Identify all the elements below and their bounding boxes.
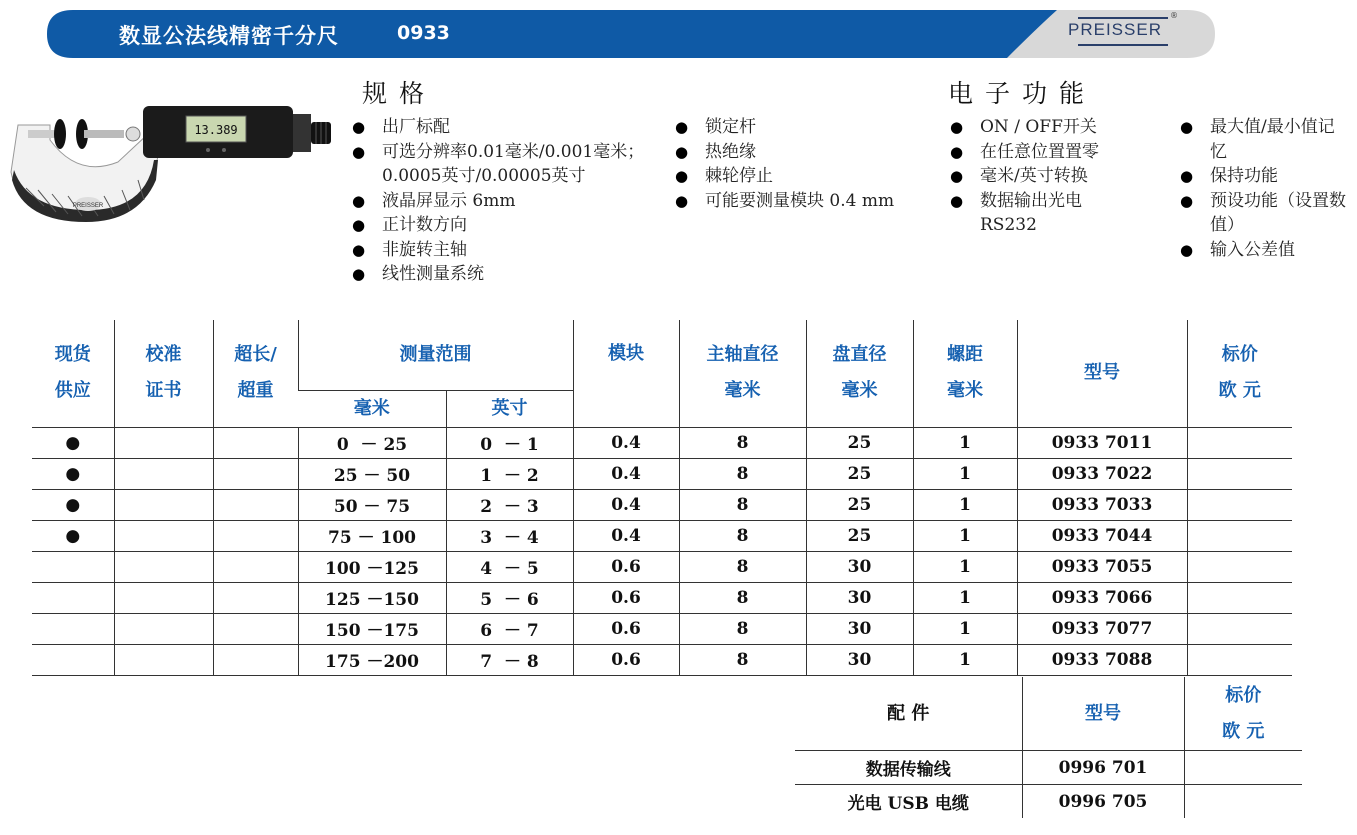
list-item: ● 在任意位置置零: [950, 140, 1160, 165]
cell-stock: ●: [32, 458, 114, 489]
cell-spindle: 8: [679, 551, 806, 582]
cell-spindle: 8: [679, 613, 806, 644]
cell-module: 0.4: [573, 458, 679, 489]
cell-price: [1187, 458, 1292, 489]
cell-mm: 50 － 75: [298, 489, 446, 520]
cell-calib: [114, 458, 213, 489]
cell-price: [1187, 644, 1292, 675]
specs-list-2: [675, 115, 925, 213]
cell-mm: 150 －175: [298, 613, 446, 644]
list-item: ● 可能要测量模块 0.4 mm: [675, 189, 925, 214]
cell-over: [213, 582, 298, 613]
cell-mm: 100 －125: [298, 551, 446, 582]
cell-module: 0.4: [573, 489, 679, 520]
header-oversize: 超长/ 超重: [213, 320, 298, 427]
cell-mm: 125 －150: [298, 582, 446, 613]
header-module: 模块: [573, 320, 679, 427]
cell-inch: 2 － 3: [446, 489, 573, 520]
cell-model: 0933 7088: [1017, 644, 1187, 675]
cell-model: 0933 7011: [1017, 427, 1187, 458]
table-row: [32, 427, 1292, 458]
list-item: ● 线性测量系统: [352, 262, 657, 287]
cell-price: [1187, 520, 1292, 551]
specs-list-1: [352, 115, 657, 287]
header-pitch: 螺距 毫米: [913, 320, 1017, 427]
header-inch: 英寸: [446, 390, 573, 427]
cell-model: 0933 7055: [1017, 551, 1187, 582]
table-row: [795, 751, 1302, 785]
list-item: ● 最大值/最小值记忆: [1180, 115, 1350, 164]
cell-over: [213, 613, 298, 644]
cell-disc: 30: [806, 644, 913, 675]
header-spindle: 主轴直径 毫米: [679, 320, 806, 427]
cell-calib: [114, 644, 213, 675]
functions-list-2: [1180, 115, 1355, 262]
cell-calib: [114, 427, 213, 458]
cell-disc: 25: [806, 458, 913, 489]
cell-spindle: 8: [679, 427, 806, 458]
cell-module: 0.6: [573, 644, 679, 675]
list-item: ● 输入公差值: [1180, 238, 1355, 263]
cell-pitch: 1: [913, 613, 1017, 644]
page-title: 数显公法线精密千分尺: [119, 24, 339, 48]
cell-price: [1187, 582, 1292, 613]
acc-header-price: 标价 欧 元: [1184, 677, 1302, 751]
logo-line-top: [1078, 17, 1168, 19]
cell-mm: 0 － 25: [298, 427, 446, 458]
header-disc: 盘直径 毫米: [806, 320, 913, 427]
header-price: 标价 欧 元: [1187, 320, 1292, 427]
functions-list-1: [950, 115, 1160, 238]
table-row: [795, 785, 1302, 819]
cell-pitch: 1: [913, 489, 1017, 520]
cell-stock: ●: [32, 520, 114, 551]
registered-mark: ®: [1170, 11, 1178, 20]
acc-model: 0996 701: [1022, 751, 1184, 785]
cell-stock: ●: [32, 489, 114, 520]
cell-module: 0.6: [573, 582, 679, 613]
table-row: [32, 644, 1292, 675]
list-item: ● 非旋转主轴: [352, 238, 657, 263]
product-table: [32, 320, 1292, 676]
cell-model: 0933 7066: [1017, 582, 1187, 613]
cell-price: [1187, 551, 1292, 582]
cell-inch: 5 － 6: [446, 582, 573, 613]
list-item: ● 预设功能（设置数值）: [1180, 189, 1355, 238]
brand-logo: PREISSER: [1068, 20, 1162, 39]
cell-calib: [114, 582, 213, 613]
cell-module: 0.4: [573, 427, 679, 458]
cell-module: 0.4: [573, 520, 679, 551]
cell-stock: [32, 644, 114, 675]
cell-module: 0.6: [573, 551, 679, 582]
cell-mm: 75 － 100: [298, 520, 446, 551]
acc-item: 数据传输线: [795, 751, 1022, 785]
acc-price: [1184, 751, 1302, 785]
cell-spindle: 8: [679, 582, 806, 613]
cell-pitch: 1: [913, 458, 1017, 489]
cell-over: [213, 520, 298, 551]
cell-calib: [114, 613, 213, 644]
list-item: ● ON / OFF开关: [950, 115, 1160, 140]
accessories-table: [795, 677, 1302, 818]
list-item: ● 出厂标配: [352, 115, 657, 140]
header-calibration: 校准 证书: [114, 320, 213, 427]
cell-over: [213, 489, 298, 520]
cell-over: [213, 427, 298, 458]
header-banner: [47, 8, 1217, 60]
logo-line-bottom: [1078, 44, 1168, 46]
cell-calib: [114, 489, 213, 520]
cell-model: 0933 7033: [1017, 489, 1187, 520]
cell-pitch: 1: [913, 644, 1017, 675]
cell-disc: 25: [806, 520, 913, 551]
acc-model: 0996 705: [1022, 785, 1184, 819]
cell-spindle: 8: [679, 489, 806, 520]
table-row: [32, 551, 1292, 582]
cell-disc: 30: [806, 582, 913, 613]
table-row: [32, 458, 1292, 489]
cell-pitch: 1: [913, 582, 1017, 613]
cell-pitch: 1: [913, 427, 1017, 458]
cell-over: [213, 644, 298, 675]
cell-stock: [32, 582, 114, 613]
product-image: [8, 100, 338, 229]
cell-price: [1187, 613, 1292, 644]
header-stock: 现货 供应: [32, 320, 114, 427]
cell-mm: 25 － 50: [298, 458, 446, 489]
list-item: ● 锁定杆: [675, 115, 925, 140]
table-row: [32, 613, 1292, 644]
acc-item: 光电 USB 电缆: [847, 794, 969, 814]
cell-model: 0933 7022: [1017, 458, 1187, 489]
acc-header-model: 型号: [1022, 677, 1184, 751]
cell-inch: 4 － 5: [446, 551, 573, 582]
cell-mm: 175 －200: [298, 644, 446, 675]
cell-model: 0933 7044: [1017, 520, 1187, 551]
list-item: ● 可选分辨率0.01毫米/0.001毫米；0.0005英寸/0.00005英寸: [352, 140, 657, 189]
cell-spindle: 8: [679, 458, 806, 489]
cell-stock: [32, 551, 114, 582]
cell-over: [213, 458, 298, 489]
cell-calib: [114, 551, 213, 582]
table-row: [32, 489, 1292, 520]
cell-calib: [114, 520, 213, 551]
functions-title: 电子功能: [948, 79, 1097, 108]
header-model: 型号: [1017, 320, 1187, 427]
header-mm: 毫米: [298, 390, 446, 427]
cell-inch: 3 － 4: [446, 520, 573, 551]
cell-spindle: 8: [679, 644, 806, 675]
product-code: 0933: [397, 22, 450, 44]
cell-pitch: 1: [913, 520, 1017, 551]
list-item: ● 保持功能: [1180, 164, 1355, 189]
cell-over: [213, 551, 298, 582]
cell-stock: ●: [32, 427, 114, 458]
cell-disc: 25: [806, 489, 913, 520]
list-item: ● 热绝缘: [675, 140, 925, 165]
cell-price: [1187, 427, 1292, 458]
cell-pitch: 1: [913, 551, 1017, 582]
cell-inch: 0 － 1: [446, 427, 573, 458]
cell-inch: 6 － 7: [446, 613, 573, 644]
cell-model: 0933 7077: [1017, 613, 1187, 644]
list-item: ● 棘轮停止: [675, 164, 925, 189]
svg-text:13.389: 13.389: [194, 123, 238, 137]
list-item: ● 毫米/英寸转换: [950, 164, 1160, 189]
list-item: ● 正计数方向: [352, 213, 657, 238]
cell-spindle: 8: [679, 520, 806, 551]
header-range: 测量范围: [298, 320, 573, 390]
table-row: [32, 582, 1292, 613]
cell-module: 0.6: [573, 613, 679, 644]
cell-stock: [32, 613, 114, 644]
specs-title: 规格: [362, 79, 437, 108]
cell-disc: 30: [806, 613, 913, 644]
acc-header-item: 配 件: [795, 677, 1022, 751]
cell-inch: 7 － 8: [446, 644, 573, 675]
acc-price: [1184, 785, 1302, 819]
cell-disc: 30: [806, 551, 913, 582]
list-item: ● 数据输出光电 RS232: [950, 189, 1090, 238]
cell-disc: 25: [806, 427, 913, 458]
list-item: ● 液晶屏显示 6mm: [352, 189, 657, 214]
svg-text:PREISSER: PREISSER: [72, 203, 104, 209]
table-row: [32, 520, 1292, 551]
cell-price: [1187, 489, 1292, 520]
cell-inch: 1 － 2: [446, 458, 573, 489]
